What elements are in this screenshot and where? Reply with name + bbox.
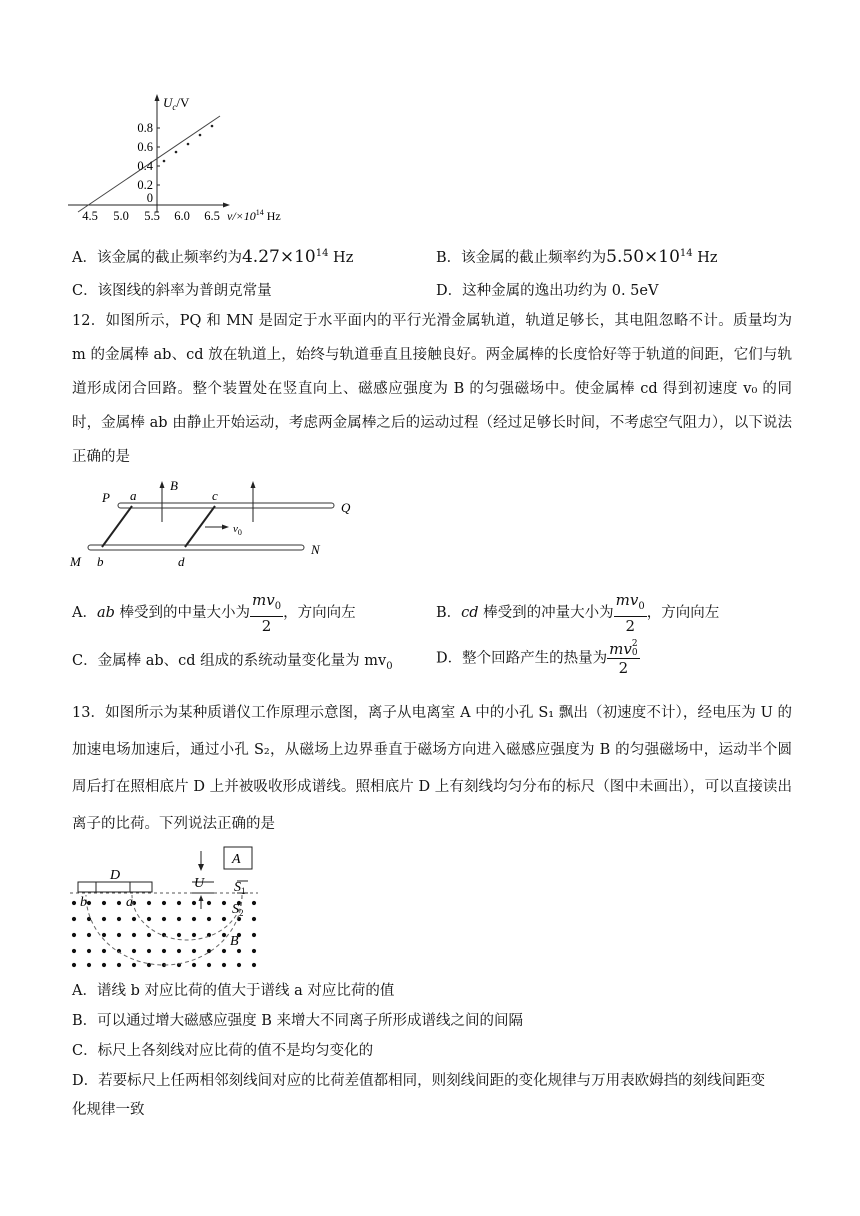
x-tick: 6.5 — [204, 209, 220, 223]
q11-option-b[interactable]: B．该金属的截止频率约为$5.50\times 10^{14}$ Hz — [436, 246, 718, 267]
q13-option-a[interactable]: A．谱线 b 对应比荷的值大于谱线 a 对应比荷的值 — [72, 983, 395, 999]
label-a-line: a — [126, 895, 133, 910]
q11-option-c[interactable]: C．该图线的斜率为普朗克常量 — [72, 283, 272, 299]
label-a-chamber: A — [232, 852, 241, 867]
label-c: c — [212, 488, 218, 503]
label-v0: $v_0$ — [233, 523, 242, 537]
fraction: $\frac{mv_0}{2}$ — [252, 591, 282, 635]
q13-stem: 13．如图所示为某种质谱仪工作原理示意图，离子从电离室 A 中的小孔 S₁ 飘出（初速度不计），经电压为 U 的加速电场加速后，通过小孔 S₂，从磁场上边界垂直于磁场方向进入磁感应强度为 B 的匀强磁场中，运动半个圆周后打在照相底片 D 上并被吸收形成谱线。照相底片 D 上有刻线均匀分布的标尺（图中未画出），可以直接读出离子的比荷。下列说法正确的是 — [72, 705, 792, 832]
label-b: b — [97, 554, 104, 569]
label-s1: $S_1$ — [234, 880, 246, 896]
label-b-line: b — [80, 895, 87, 910]
y-tick: 0.8 — [137, 121, 153, 135]
q13-option-d-line2: 化规律一致 — [72, 1102, 145, 1118]
label-d-plate: D — [110, 868, 121, 883]
q11-option-a[interactable]: A．该金属的截止频率约为$4.27\times 10^{14}$ Hz — [72, 246, 354, 267]
q12-stem: 12．如图所示，PQ 和 MN 是固定于水平面内的平行光滑金属轨道，轨道足够长，其电阻忽略不计。质量均为 m 的金属棒 ab、cd 放在轨道上，始终与轨道垂直且接触良好。两金属棒的长度恰好等于轨道的间距，它们与轨道形成闭合回路。整个装置处在竖直向上、磁感应强度为 B 的匀强磁场中。使金属棒 cd 得到初速度 v₀ 的同时，金属棒 ab 由静止开始运动，考虑两金属棒之后的运动过程（经过足够长时间，不考虑空气阻力），以下说法正确的是 — [72, 313, 792, 465]
q13-option-b[interactable]: B．可以通过增大磁感应强度 B 来增大不同离子所形成谱线之间的间隔 — [72, 1013, 524, 1029]
q12-option-b[interactable]: B．cd 棒受到的冲量大小为 $\frac{mv_0}{2}$ ，方向向左 — [436, 591, 720, 635]
y-tick: 0.2 — [137, 178, 153, 192]
label-d: d — [178, 554, 185, 569]
label-n: N — [311, 542, 320, 557]
y-axis-label: $U_c/V$ — [163, 95, 190, 112]
label-q: Q — [341, 500, 351, 515]
rails-diagram — [66, 470, 366, 575]
x-tick: 5.5 — [144, 209, 160, 223]
q11-option-d[interactable]: D．这种金属的逸出功约为 0. 5eV — [436, 283, 659, 299]
x-axis-label: $\nu/\times 10^{14}$ Hz — [227, 208, 281, 223]
cutoff-voltage-graph — [60, 92, 310, 227]
y-tick: 0.6 — [137, 140, 153, 154]
label-b-field: B — [170, 478, 178, 493]
x-tick: 5.0 — [113, 209, 129, 223]
x-tick: 6.0 — [174, 209, 190, 223]
q13-option-c[interactable]: C．标尺上各刻线对应比荷的值不是均匀变化的 — [72, 1043, 374, 1059]
y-tick: 0 — [146, 191, 153, 205]
y-tick: 0.4 — [137, 159, 153, 173]
label-p: P — [102, 490, 110, 505]
x-tick: 4.5 — [82, 209, 98, 223]
q12-option-a[interactable]: A．ab 棒受到的中量大小为 $\frac{mv_0}{2}$ ，方向向左 — [72, 591, 356, 635]
q12-option-d[interactable]: D．整个回路产生的热量为 mv 2 0 2 — [436, 639, 638, 677]
label-a: a — [130, 488, 137, 503]
mass-spectrometer-diagram — [66, 843, 266, 973]
q12-option-c[interactable]: C．金属棒 ab、cd 组成的系统动量变化量为 $mv_0$ — [72, 653, 393, 672]
q13-option-d-line1[interactable]: D．若要标尺上任两相邻刻线间对应的比荷差值都相同，则刻线间距的变化规律与万用表欧姆挡的刻线间距变 — [72, 1073, 766, 1089]
fraction: $\frac{mv_0}{2}$ — [615, 591, 645, 635]
label-s2: $S_2$ — [232, 902, 244, 918]
label-b-field: B — [230, 934, 239, 949]
label-u: U — [194, 876, 205, 891]
fraction: mv 2 0 2 — [609, 639, 638, 677]
label-m: M — [70, 554, 81, 569]
